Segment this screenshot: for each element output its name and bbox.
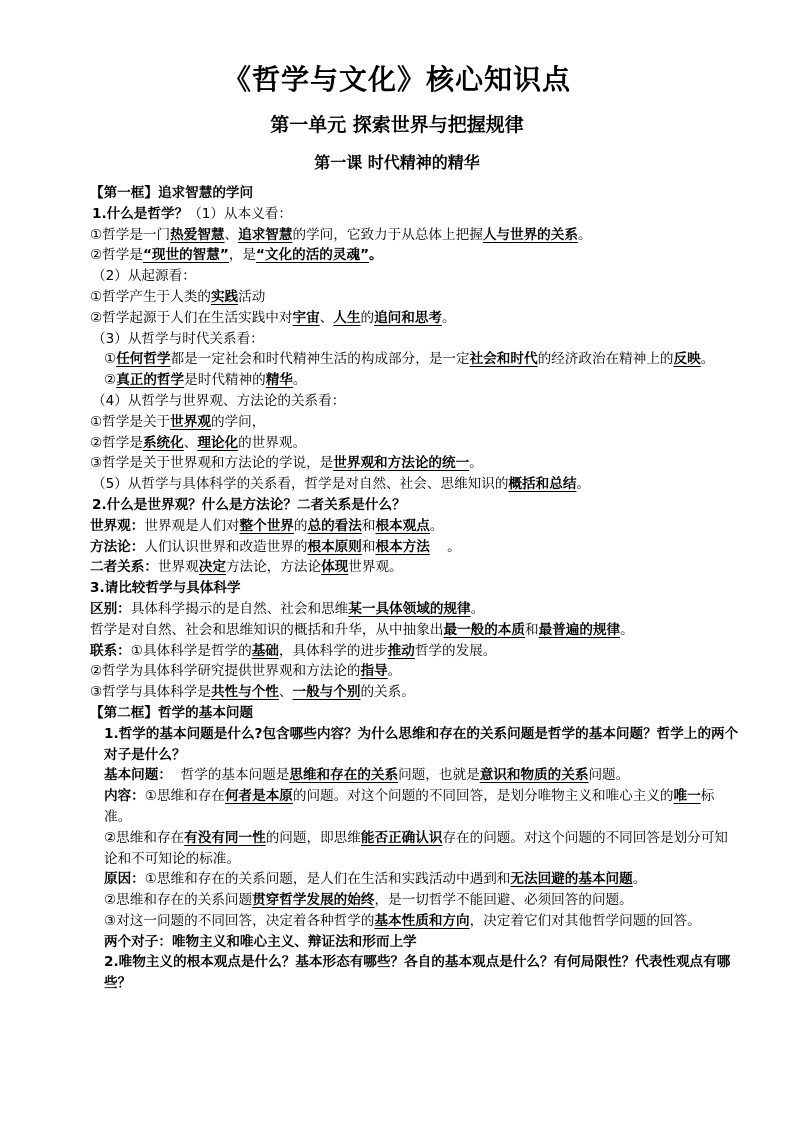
key-term: 真正的哲学 (116, 372, 185, 389)
section-heading-1: 【第一框】追求智慧的学问 (90, 185, 254, 201)
unit-heading: 第一单元 探索世界与把握规律 (270, 114, 524, 136)
text-span: 问题，也就是 (398, 767, 480, 784)
key-term: 决定 (198, 559, 226, 576)
text-span: 是时代精神的 (184, 372, 266, 389)
text-span: ③哲学是关于世界观和方法论的学说，是 (90, 455, 334, 472)
text-span: 标准。 (104, 788, 715, 825)
text-span: 和 (525, 621, 539, 638)
term-label: 区别： (90, 600, 131, 617)
text-span: ，是 (228, 247, 256, 264)
text-span: 。 (442, 309, 456, 326)
key-term: 共性与个性 (210, 684, 279, 701)
text-span: 的关系。 (360, 684, 415, 701)
text-line (90, 869, 740, 890)
text-span: ，决定着它们对其他哲学问题的回答。 (469, 912, 701, 929)
text-span: 活动 (238, 288, 266, 305)
key-term: 体现 (321, 559, 349, 576)
subheading: （3）从哲学与时代关系看： (92, 330, 264, 347)
key-term: 意识和物质的关系 (479, 767, 589, 784)
key-term: 基础 (251, 642, 279, 659)
text-span: ②哲学是 (90, 434, 143, 451)
key-term: 思维和存在的关系 (289, 767, 399, 784)
two-pairs-line: 两个对子：唯物主义和唯心主义、辩证法和形而上学 (104, 933, 417, 950)
text-line (90, 599, 740, 620)
text-span: 的学问，它致力于从总体上把握 (292, 226, 483, 243)
key-term: 一般与个别 (292, 684, 361, 701)
key-term: 追问和思考 (374, 309, 443, 326)
text-span: ，具体科学的进步 (278, 642, 388, 659)
question-1 (90, 204, 740, 225)
text-span: 的问题。对这个问题的不同回答，是划分唯物主义和唯心主义的 (292, 788, 674, 805)
text-span: 。 (700, 351, 715, 368)
text-span: 。 (369, 247, 383, 264)
text-span: 的学问， (210, 413, 266, 430)
key-term: 某一具体领域的规律 (348, 600, 471, 617)
text-span: ③对这一问题的不同回答，决定着各种哲学的 (104, 912, 375, 929)
text-span: 的问题，即思维 (265, 829, 361, 846)
text-span: 。 (292, 372, 307, 389)
text-span: 和 (361, 538, 376, 555)
text-span: 、 (278, 684, 293, 701)
subheading: （1）从本义看： (188, 205, 292, 222)
text-line (90, 516, 740, 537)
text-line (90, 765, 740, 786)
key-term: 理论化 (197, 434, 239, 451)
text-line (90, 661, 740, 682)
question-5: 2.唯物主义的根本观点是什么？基本形态有哪些？各自的基本观点是什么？有何局限性？代表性观点有哪些？ (104, 954, 731, 992)
text-line (90, 557, 740, 578)
text-span: 世界观是人们对 (144, 517, 240, 534)
text-span: ②哲学是 (90, 247, 143, 264)
key-term: 宇宙 (292, 309, 320, 326)
key-term: 根本方法 (375, 538, 430, 555)
term-label: 内容： (104, 788, 145, 805)
text-span: 、 (183, 434, 198, 451)
text-line (90, 433, 740, 454)
key-term: 追求智慧 (238, 226, 293, 243)
key-term: 基本性质和方向 (374, 912, 470, 929)
text-span: 的 (360, 309, 375, 326)
text-line (90, 890, 740, 911)
term-label: 原因： (104, 871, 145, 888)
text-line (90, 682, 740, 703)
key-term: 整个世界 (239, 517, 294, 534)
text-span: ②哲学为具体科学研究提供世界观和方法论的 (90, 663, 361, 680)
term-label: 联系： (90, 642, 131, 659)
text-span: 、 (224, 226, 239, 243)
text-span: 问题。 (588, 767, 630, 784)
text-span: 哲学是对自然、社会和思维知识的概括和升华，从中抽象出 (90, 621, 444, 638)
key-term: 人生 (333, 309, 361, 326)
key-term: “现世的智慧” (142, 247, 229, 264)
text-span: ② (104, 372, 117, 389)
text-span: 都是一定社会和时代精神生活的构成部分，是一定 (170, 351, 470, 368)
question-3: 3.请比较哲学与具体科学 (90, 580, 241, 597)
text-line (90, 911, 740, 932)
text-span: 哲学的基本问题是 (171, 767, 290, 784)
text-span: 和 (361, 517, 376, 534)
key-term: “文化的活的灵魂” (256, 247, 370, 264)
lesson-heading: 第一课 时代精神的精华 (314, 153, 480, 172)
text-span: （5）从哲学与具体科学的关系看，哲学是对自然、社会、思维知识的 (92, 476, 509, 493)
text-span: 存在的问题。对这个问题的不同回答是划分可知论和不可知论的标准。 (104, 829, 728, 867)
text-span: 的 (293, 517, 308, 534)
text-span: ②哲学起源于人们在生活实践中对 (90, 309, 293, 326)
key-term: 最一般的本质 (443, 621, 525, 638)
text-span: 。 (387, 663, 402, 680)
text-line (90, 287, 740, 308)
text-span: ①具体科学是哲学的 (130, 642, 252, 659)
key-term: 推动 (387, 642, 415, 659)
text-span: 方法论，方法论 (225, 559, 322, 576)
text-line (90, 308, 740, 329)
subheading: （4）从哲学与世界观、方法论的关系看： (92, 392, 346, 409)
key-term: 能否正确认识 (360, 829, 443, 846)
section-heading-2: 【第二框】哲学的基本问题 (90, 704, 254, 721)
text-span: 。 (620, 621, 634, 638)
text-line (90, 537, 740, 558)
term-label: 基本问题： (104, 767, 172, 784)
text-span: 的世界观。 (238, 434, 307, 451)
key-term: 热爱智慧 (170, 226, 225, 243)
text-span: ，是一切哲学不能回避、必须回答的问题。 (374, 892, 633, 909)
key-term: 最普遍的规律 (538, 621, 621, 638)
text-span: ①哲学产生于人类的 (90, 288, 211, 305)
text-span: ①思维和存在 (144, 788, 225, 805)
text-span: 哲学的发展。 (414, 642, 497, 659)
text-line (90, 349, 740, 370)
text-span: 人们认识世界和改造世界的 (144, 538, 308, 555)
text-span: 世界观 (157, 559, 199, 576)
text-span: ①思维和存在的关系问题，是人们在生活和实践活动中遇到和 (144, 871, 511, 888)
key-term: 根本原则 (307, 538, 362, 555)
key-term: 有没有同一性 (184, 829, 266, 846)
text-span: ②思维和存在 (104, 829, 185, 846)
key-term: 唯一 (673, 788, 701, 805)
key-term: 世界观和方法论的统一 (333, 455, 470, 472)
question-4: 1.哲学的基本问题是什么?包含哪些内容？为什么思维和存在的关系问题是哲学的基本问题？哲学上的两个对子是什么？ (104, 725, 739, 763)
text-span: ①哲学是关于 (90, 413, 171, 430)
term-label: 二者关系： (90, 559, 158, 576)
key-term: 概括和总结 (508, 476, 577, 493)
text-span: 。 (429, 517, 444, 534)
text-line (90, 620, 740, 641)
key-term: 系统化 (142, 434, 184, 451)
text-line (90, 245, 740, 266)
text-line (90, 828, 740, 870)
question-label: 1.什么是哲学？ (92, 205, 189, 222)
key-term: 人与世界的关系 (482, 226, 578, 243)
key-term: 社会和时代 (469, 351, 538, 368)
text-span: 。 (470, 600, 485, 617)
text-span: 。 (577, 226, 592, 243)
key-term: 精华 (265, 372, 293, 389)
text-span: 。 (469, 455, 483, 472)
key-term: 反映 (673, 351, 701, 368)
document-title: 《哲学与文化》核心知识点 (222, 63, 571, 96)
key-term: 实践 (210, 288, 239, 305)
text-line (90, 453, 740, 474)
text-line (90, 786, 740, 828)
text-span: 世界观。 (348, 559, 403, 576)
document-body (90, 183, 740, 994)
key-term: 无法回避的基本问题 (510, 871, 633, 888)
key-term: 总的看法 (307, 517, 362, 534)
key-term: 任何哲学 (116, 351, 171, 368)
text-span: ②思维和存在的关系问题 (104, 892, 253, 909)
term-label: 世界观： (90, 517, 145, 534)
text-line (90, 370, 740, 391)
key-term: 根本观点 (375, 517, 430, 534)
text-span: 、 (319, 309, 334, 326)
text-span: ③哲学与具体科学是 (90, 684, 211, 701)
term-label: 方法论： (90, 538, 145, 555)
text-span: 。 (632, 871, 647, 888)
text-span: ①哲学是一门 (90, 226, 171, 243)
subheading: （2）从起源看： (92, 268, 196, 285)
text-line (90, 225, 740, 246)
question-2: 2.什么是世界观？什么是方法论？二者关系是什么？ (92, 496, 406, 513)
text-line (90, 412, 740, 433)
key-term: 何者是本原 (224, 788, 293, 805)
key-term: 指导 (360, 663, 388, 680)
text-span: 的经济政治在精神上的 (537, 351, 674, 368)
text-span: 。 (576, 476, 591, 493)
key-term: 贯穿哲学发展的始终 (252, 892, 375, 909)
text-line (90, 641, 740, 662)
key-term: 世界观 (170, 413, 211, 430)
text-line (90, 474, 740, 495)
text-span: ① (104, 351, 117, 368)
text-span: 。 (429, 538, 461, 555)
text-span: 具体科学揭示的是自然、社会和思维 (130, 600, 349, 617)
